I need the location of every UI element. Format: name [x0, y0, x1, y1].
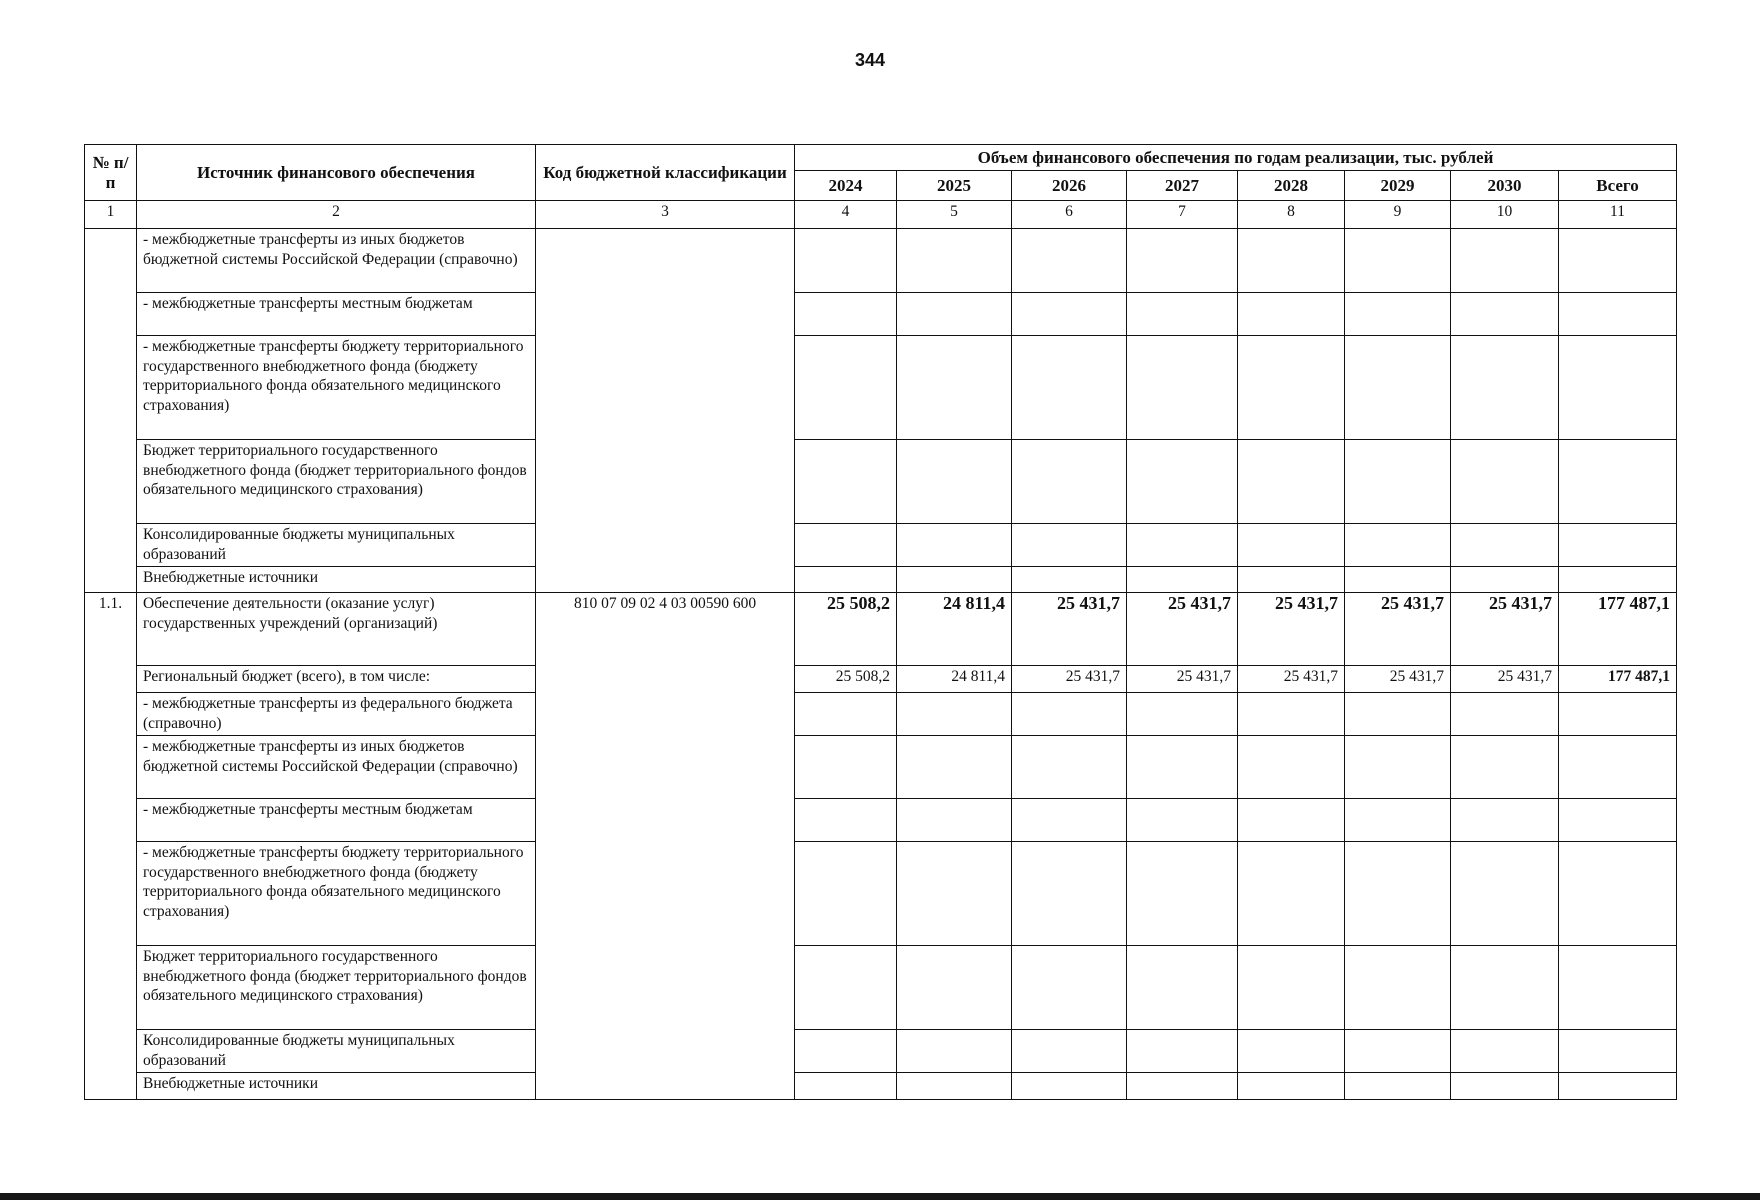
value-cell — [897, 440, 1012, 524]
header-year: 2028 — [1238, 171, 1345, 201]
value-cell — [1012, 693, 1127, 736]
header-code: Код бюджетной классификации — [536, 145, 795, 201]
source-label: - межбюджетные трансферты бюджету территориального государственного внебюджетного фонда (бюджету территориального фонда обязательного медицинского страхования) — [137, 336, 536, 440]
column-number: 11 — [1559, 201, 1677, 229]
value-cell: 177 487,1 — [1559, 666, 1677, 693]
header-year: 2029 — [1345, 171, 1451, 201]
value-cell: 177 487,1 — [1559, 593, 1677, 666]
value-cell — [1345, 1030, 1451, 1073]
value-cell — [795, 1030, 897, 1073]
value-cell — [1238, 1030, 1345, 1073]
value-cell — [795, 693, 897, 736]
value-cell — [1451, 293, 1559, 336]
value-cell — [1238, 524, 1345, 567]
value-cell — [1345, 336, 1451, 440]
value-cell: 25 431,7 — [1345, 593, 1451, 666]
value-cell — [1012, 524, 1127, 567]
value-cell — [1559, 524, 1677, 567]
value-cell: 25 431,7 — [1345, 666, 1451, 693]
column-number: 7 — [1127, 201, 1238, 229]
value-cell — [1451, 799, 1559, 842]
value-cell: 24 811,4 — [897, 593, 1012, 666]
value-cell — [795, 524, 897, 567]
column-number: 5 — [897, 201, 1012, 229]
value-cell — [795, 336, 897, 440]
value-cell — [1127, 293, 1238, 336]
value-cell — [1451, 842, 1559, 946]
value-cell: 25 431,7 — [1127, 666, 1238, 693]
value-cell — [1559, 293, 1677, 336]
source-label: Консолидированные бюджеты муниципальных образований — [137, 1030, 536, 1073]
value-cell — [1012, 336, 1127, 440]
value-cell — [897, 229, 1012, 293]
value-cell: 25 508,2 — [795, 666, 897, 693]
value-cell — [1012, 567, 1127, 593]
value-cell: 25 431,7 — [1451, 593, 1559, 666]
code-empty — [536, 229, 795, 593]
value-cell: 25 431,7 — [1127, 593, 1238, 666]
value-cell — [1127, 1073, 1238, 1100]
value-cell — [1451, 567, 1559, 593]
value-cell — [1238, 336, 1345, 440]
table-row — [85, 693, 1677, 736]
value-cell — [1012, 736, 1127, 799]
source-label: - межбюджетные трансферты из федерального бюджета (справочно) — [137, 693, 536, 736]
value-cell — [1345, 1073, 1451, 1100]
value-cell: 25 431,7 — [1238, 666, 1345, 693]
source-label: - межбюджетные трансферты бюджету территориального государственного внебюджетного фонда (бюджету территориального фонда обязательного медицинского страхования) — [137, 842, 536, 946]
value-cell — [1238, 229, 1345, 293]
source-label: - межбюджетные трансферты из иных бюджетов бюджетной системы Российской Федерации (справочно) — [137, 229, 536, 293]
source-label: Бюджет территориального государственного внебюджетного фонда (бюджет территориального фондов обязательного медицинского страхования) — [137, 946, 536, 1030]
value-cell — [1012, 229, 1127, 293]
row-number: 1.1. — [85, 593, 137, 1100]
table-row — [85, 799, 1677, 842]
value-cell — [1559, 440, 1677, 524]
value-cell — [1345, 440, 1451, 524]
source-label: Внебюджетные источники — [137, 1073, 536, 1100]
value-cell — [1238, 1073, 1345, 1100]
value-cell — [1559, 693, 1677, 736]
value-cell: 25 431,7 — [1238, 593, 1345, 666]
header-year: 2024 — [795, 171, 897, 201]
table-row — [85, 666, 1677, 693]
header-volume: Объем финансового обеспечения по годам реализации, тыс. рублей — [795, 145, 1677, 171]
value-cell — [795, 567, 897, 593]
value-cell — [1012, 1073, 1127, 1100]
header-year: 2027 — [1127, 171, 1238, 201]
value-cell — [1451, 736, 1559, 799]
value-cell — [1559, 736, 1677, 799]
column-number: 4 — [795, 201, 897, 229]
source-label: Внебюджетные источники — [137, 567, 536, 593]
value-cell — [897, 524, 1012, 567]
value-cell — [1012, 799, 1127, 842]
value-cell: 25 431,7 — [1012, 593, 1127, 666]
value-cell — [1345, 293, 1451, 336]
table-row — [85, 336, 1677, 440]
value-cell — [1345, 946, 1451, 1030]
value-cell — [1345, 693, 1451, 736]
table-row — [85, 440, 1677, 524]
budget-code: 810 07 09 02 4 03 00590 600 — [536, 593, 795, 1100]
value-cell — [1345, 799, 1451, 842]
value-cell — [1559, 336, 1677, 440]
column-number: 1 — [85, 201, 137, 229]
value-cell — [1238, 799, 1345, 842]
value-cell — [1451, 440, 1559, 524]
table-row — [85, 293, 1677, 336]
value-cell — [1127, 440, 1238, 524]
value-cell — [1238, 736, 1345, 799]
table-row — [85, 842, 1677, 946]
header-source: Источник финансового обеспечения — [137, 145, 536, 201]
source-label: Обеспечение деятельности (оказание услуг) государственных учреждений (организаций) — [137, 593, 536, 666]
value-cell — [1238, 567, 1345, 593]
value-cell — [1559, 946, 1677, 1030]
value-cell — [795, 293, 897, 336]
value-cell — [1238, 946, 1345, 1030]
header-year: 2030 — [1451, 171, 1559, 201]
value-cell — [1238, 693, 1345, 736]
column-number: 9 — [1345, 201, 1451, 229]
value-cell — [1127, 946, 1238, 1030]
value-cell — [1127, 336, 1238, 440]
value-cell — [1012, 293, 1127, 336]
value-cell — [1345, 524, 1451, 567]
value-cell — [1127, 736, 1238, 799]
value-cell — [1451, 693, 1559, 736]
page-number: 344 — [854, 50, 886, 70]
value-cell — [1012, 440, 1127, 524]
value-cell — [1345, 229, 1451, 293]
value-cell — [897, 567, 1012, 593]
value-cell — [897, 842, 1012, 946]
header-year: 2026 — [1012, 171, 1127, 201]
source-label: - межбюджетные трансферты из иных бюджетов бюджетной системы Российской Федерации (справочно) — [137, 736, 536, 799]
table-row — [85, 524, 1677, 567]
source-label: Региональный бюджет (всего), в том числе: — [137, 666, 536, 693]
value-cell — [897, 336, 1012, 440]
source-label: Бюджет территориального государственного внебюджетного фонда (бюджет территориального фондов обязательного медицинского страхования) — [137, 440, 536, 524]
column-number: 6 — [1012, 201, 1127, 229]
column-number: 10 — [1451, 201, 1559, 229]
value-cell — [897, 293, 1012, 336]
value-cell: 24 811,4 — [897, 666, 1012, 693]
value-cell — [1451, 1030, 1559, 1073]
table-row — [85, 593, 1677, 666]
table-row — [85, 1030, 1677, 1073]
column-numbers-row — [85, 201, 1677, 229]
source-label: - межбюджетные трансферты местным бюджетам — [137, 293, 536, 336]
value-cell — [1127, 799, 1238, 842]
value-cell — [795, 440, 897, 524]
header-num: № п/п — [85, 145, 137, 201]
value-cell — [795, 736, 897, 799]
value-cell — [1012, 842, 1127, 946]
header-year: 2025 — [897, 171, 1012, 201]
value-cell — [1559, 229, 1677, 293]
value-cell — [1345, 567, 1451, 593]
table-row — [85, 1073, 1677, 1100]
value-cell — [1345, 842, 1451, 946]
value-cell — [1345, 736, 1451, 799]
value-cell — [897, 1073, 1012, 1100]
value-cell — [1559, 1030, 1677, 1073]
value-cell — [1238, 842, 1345, 946]
value-cell — [897, 736, 1012, 799]
value-cell — [795, 229, 897, 293]
value-cell: 25 431,7 — [1012, 666, 1127, 693]
value-cell — [1127, 524, 1238, 567]
value-cell — [897, 799, 1012, 842]
column-number: 3 — [536, 201, 795, 229]
value-cell — [1451, 1073, 1559, 1100]
source-label: - межбюджетные трансферты местным бюджетам — [137, 799, 536, 842]
source-label: Консолидированные бюджеты муниципальных образований — [137, 524, 536, 567]
column-number: 2 — [137, 201, 536, 229]
value-cell — [1127, 842, 1238, 946]
scan-bottom-edge — [0, 1193, 1760, 1200]
value-cell — [1559, 1073, 1677, 1100]
value-cell — [1451, 336, 1559, 440]
value-cell: 25 431,7 — [1451, 666, 1559, 693]
table-row — [85, 946, 1677, 1030]
value-cell — [1012, 946, 1127, 1030]
row-number-empty — [85, 229, 137, 593]
table-row — [85, 567, 1677, 593]
value-cell — [1238, 440, 1345, 524]
table-row — [85, 229, 1677, 293]
value-cell — [1451, 946, 1559, 1030]
value-cell — [1127, 229, 1238, 293]
value-cell: 25 508,2 — [795, 593, 897, 666]
value-cell — [897, 946, 1012, 1030]
financing-table — [84, 144, 1677, 1100]
value-cell — [1127, 693, 1238, 736]
value-cell — [1559, 567, 1677, 593]
value-cell — [1012, 1030, 1127, 1073]
value-cell — [1451, 229, 1559, 293]
value-cell — [1127, 567, 1238, 593]
value-cell — [1559, 842, 1677, 946]
column-number: 8 — [1238, 201, 1345, 229]
value-cell — [1238, 293, 1345, 336]
value-cell — [897, 1030, 1012, 1073]
table-row — [85, 736, 1677, 799]
value-cell — [1559, 799, 1677, 842]
value-cell — [1127, 1030, 1238, 1073]
value-cell — [795, 946, 897, 1030]
value-cell — [1451, 524, 1559, 567]
value-cell — [795, 1073, 897, 1100]
value-cell — [795, 842, 897, 946]
value-cell — [897, 693, 1012, 736]
header-total: Всего — [1559, 171, 1677, 201]
value-cell — [795, 799, 897, 842]
